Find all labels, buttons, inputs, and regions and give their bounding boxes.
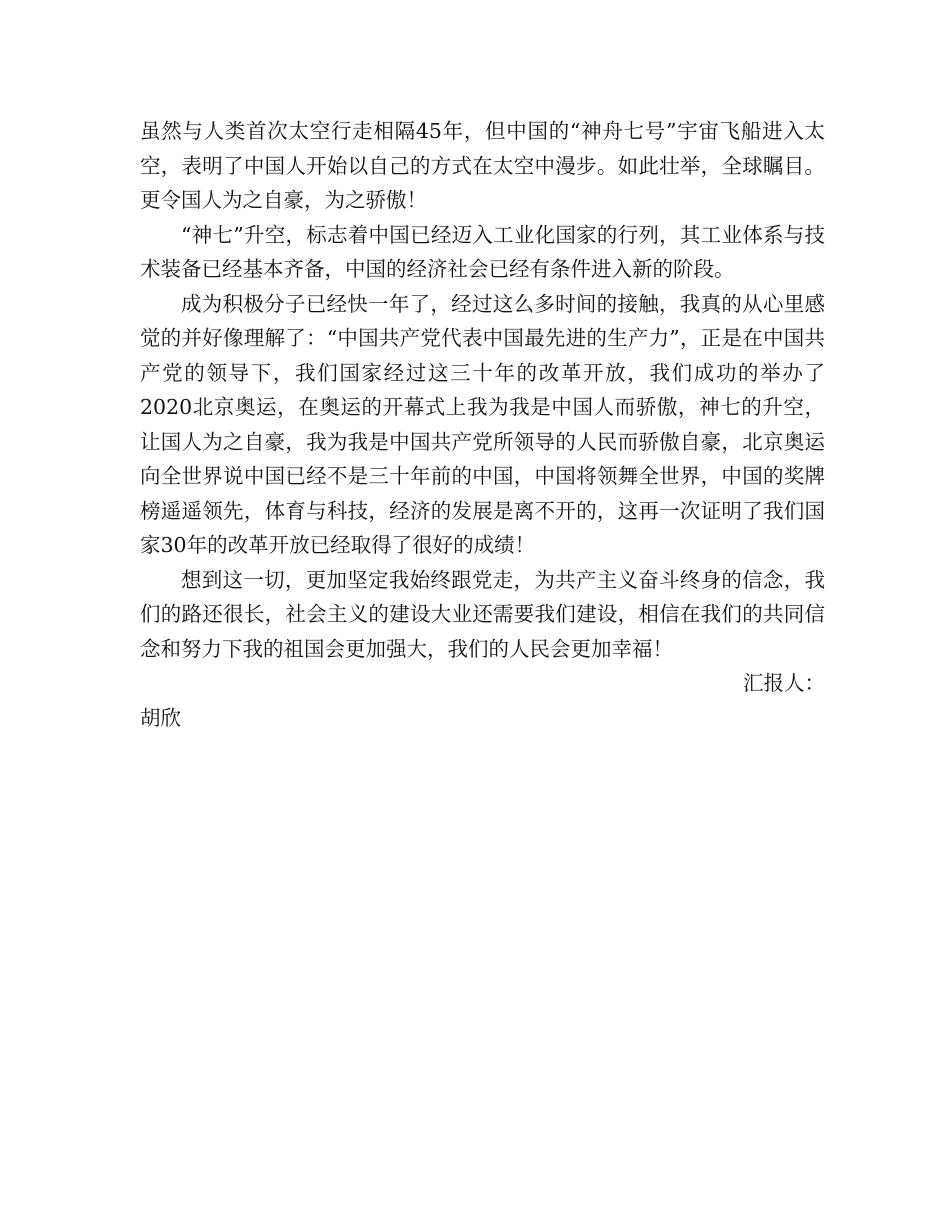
- paragraph-4: 想到这一切，更加坚定我始终跟党走，为共产主义奋斗终身的信念，我们的路还很长，社会主义的建设大业还需要我们建设，相信在我们的共同信念和努力下我的祖国会更加强大，我们的人民会更加幸福！: [140, 567, 825, 661]
- paragraph-3: 成为积极分子已经快一年了，经过这么多时间的接触，我真的从心里感觉的并好像理解了：“中国共产党代表中国最先进的生产力”，正是在中国共产党的领导下，我们国家经过这三十年的改革开放，我们成功的举办了2020北京奥运，在奥运的开幕式上我为我是中国人而骄傲，神七的升空，让国人为之自豪，我为我是中国共产党所领导的人民而骄傲自豪，北京奥运向全世界说中国已经不是三十年前的中国，中国将领舞全世界，中国的奖牌榜遥遥领先，体育与科技，经济的发展是离不开的，这再一次证明了我们国家30年的改革开放已经取得了很好的成绩！: [140, 291, 825, 557]
- paragraph-2: “神七”升空，标志着中国已经迈入工业化国家的行列，其工业体系与技术装备已经基本齐备，中国的经济社会已经有条件进入新的阶段。: [140, 222, 825, 281]
- document-body: [140, 114, 825, 735]
- reporter-label: 汇报人：: [743, 671, 825, 695]
- paragraph-1: 虽然与人类首次太空行走相隔45年，但中国的“神舟七号”宇宙飞船进入太空，表明了中国人开始以自己的方式在太空中漫步。如此壮举，全球瞩目。更令国人为之自豪，为之骄傲！: [140, 119, 825, 212]
- reporter-name: 胡欣: [140, 705, 181, 730]
